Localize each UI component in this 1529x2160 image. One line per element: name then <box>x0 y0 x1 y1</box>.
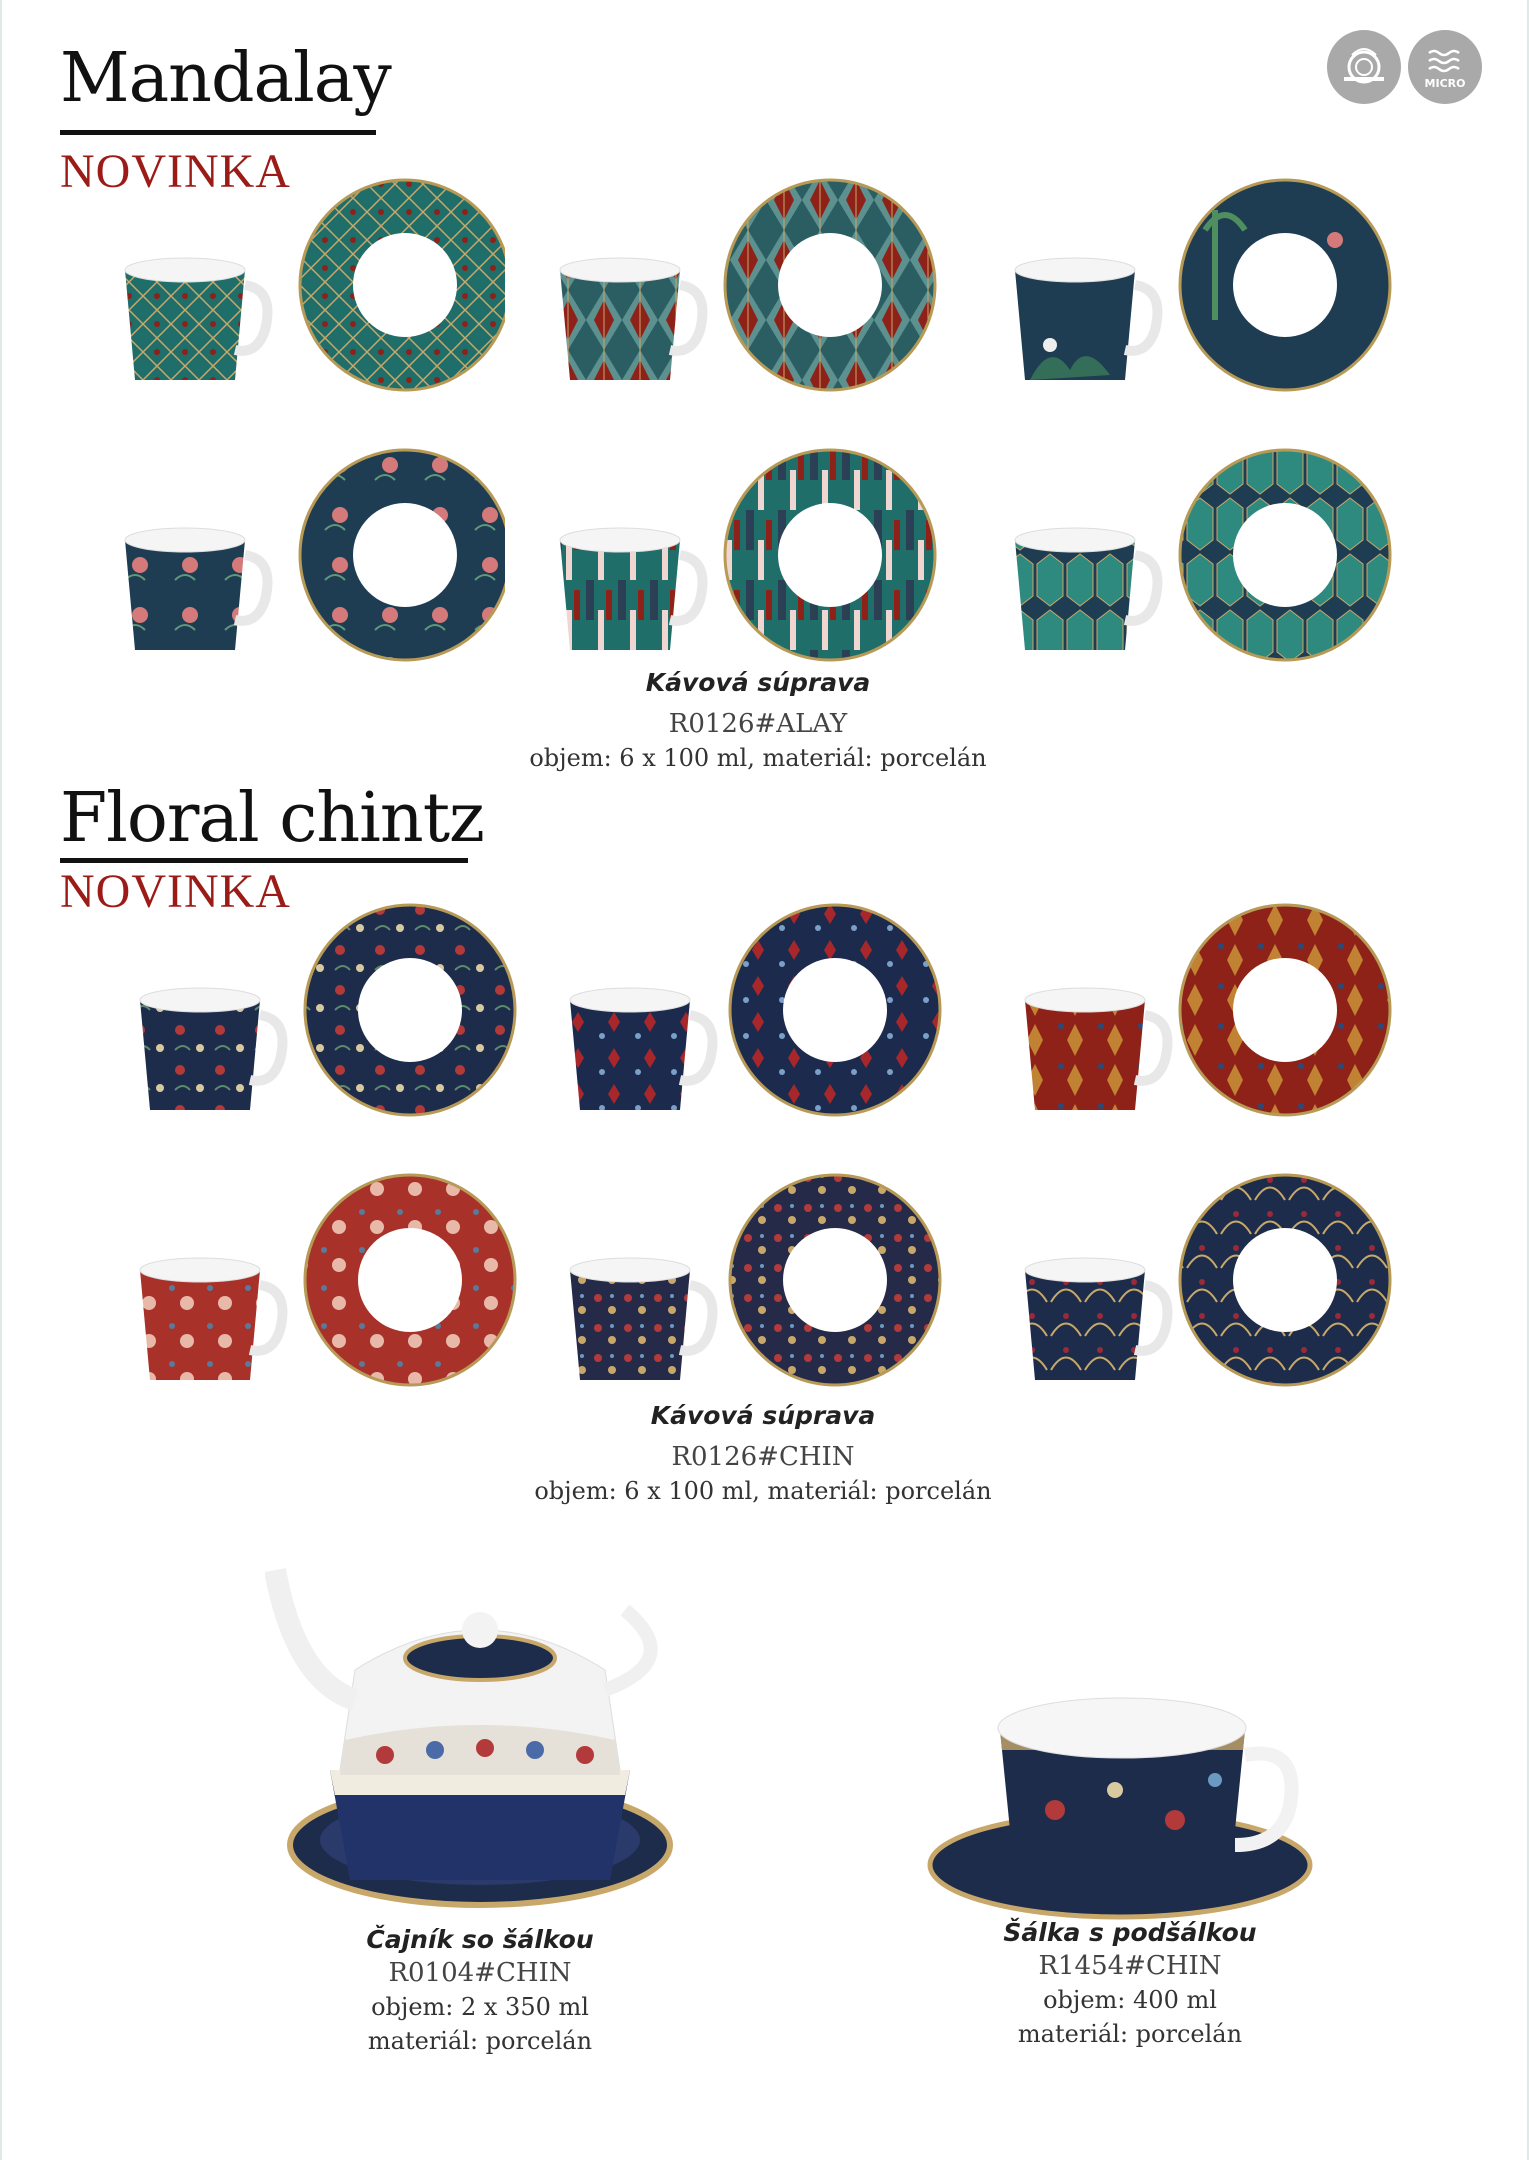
cup-saucer-teal-stripes <box>550 440 940 670</box>
cup-saucer-navy-palm <box>1005 170 1405 400</box>
microwave-safe-icon <box>1408 30 1482 104</box>
product-material: materiál: porcelán <box>1017 2019 1243 2048</box>
cup-saucer-navy-strawberry <box>560 1170 950 1400</box>
product-volume: objem: 400 ml <box>1043 1986 1217 2015</box>
product-spec: objem: 6 x 100 ml, materiál: porcelán <box>534 1477 992 1506</box>
cup-with-saucer-image <box>925 1670 1345 1920</box>
section-title-floral-chintz: Floral chintz <box>60 779 484 858</box>
cup-saucer-red-damask <box>1015 900 1415 1130</box>
cup-saucer-navy-birds <box>130 900 520 1130</box>
product-volume: objem: 2 x 350 ml <box>371 1993 589 2022</box>
page-border-left <box>0 0 2 2160</box>
cup-saucer-red-floral <box>130 1170 520 1400</box>
product-name: Kávová súprava <box>650 1401 876 1430</box>
product-name: Čajník so šálkou <box>366 1925 594 1954</box>
product-name: Šálka s podšálkou <box>1003 1918 1257 1947</box>
novinka-label: NOVINKA <box>60 145 291 198</box>
product-code: R0104#CHIN <box>388 1958 572 1988</box>
product-caption-mandalay <box>508 668 1008 776</box>
dishwasher-safe-icon <box>1327 30 1401 104</box>
product-code: R1454#CHIN <box>1038 1951 1222 1981</box>
section-title-mandalay: Mandalay <box>60 39 391 118</box>
product-name: Kávová súprava <box>645 668 871 697</box>
cup-saucer-teal-hexagon <box>1005 440 1405 670</box>
teapot-with-cup-image <box>265 1550 695 1920</box>
novinka-label: NOVINKA <box>60 865 291 918</box>
product-caption-teapot <box>230 1925 730 2059</box>
product-material: materiál: porcelán <box>367 2026 593 2055</box>
title-underline <box>60 130 376 135</box>
product-code: R0126#CHIN <box>671 1442 855 1472</box>
product-caption-floral-chintz <box>513 1401 1013 1509</box>
product-caption-cup-saucer <box>880 1918 1380 2052</box>
product-code: R0126#ALAY <box>668 709 848 739</box>
cup-saucer-navy-redflower <box>560 900 950 1130</box>
title-underline <box>60 858 468 863</box>
product-spec: objem: 6 x 100 ml, materiál: porcelán <box>529 744 987 773</box>
cup-saucer-navy-roses <box>115 440 505 670</box>
micro-label: MICRO <box>1424 77 1466 90</box>
cup-saucer-teal-artdeco <box>550 170 940 400</box>
cup-saucer-navy-vine <box>1015 1170 1415 1400</box>
cup-saucer-teal-diamond <box>115 170 505 400</box>
